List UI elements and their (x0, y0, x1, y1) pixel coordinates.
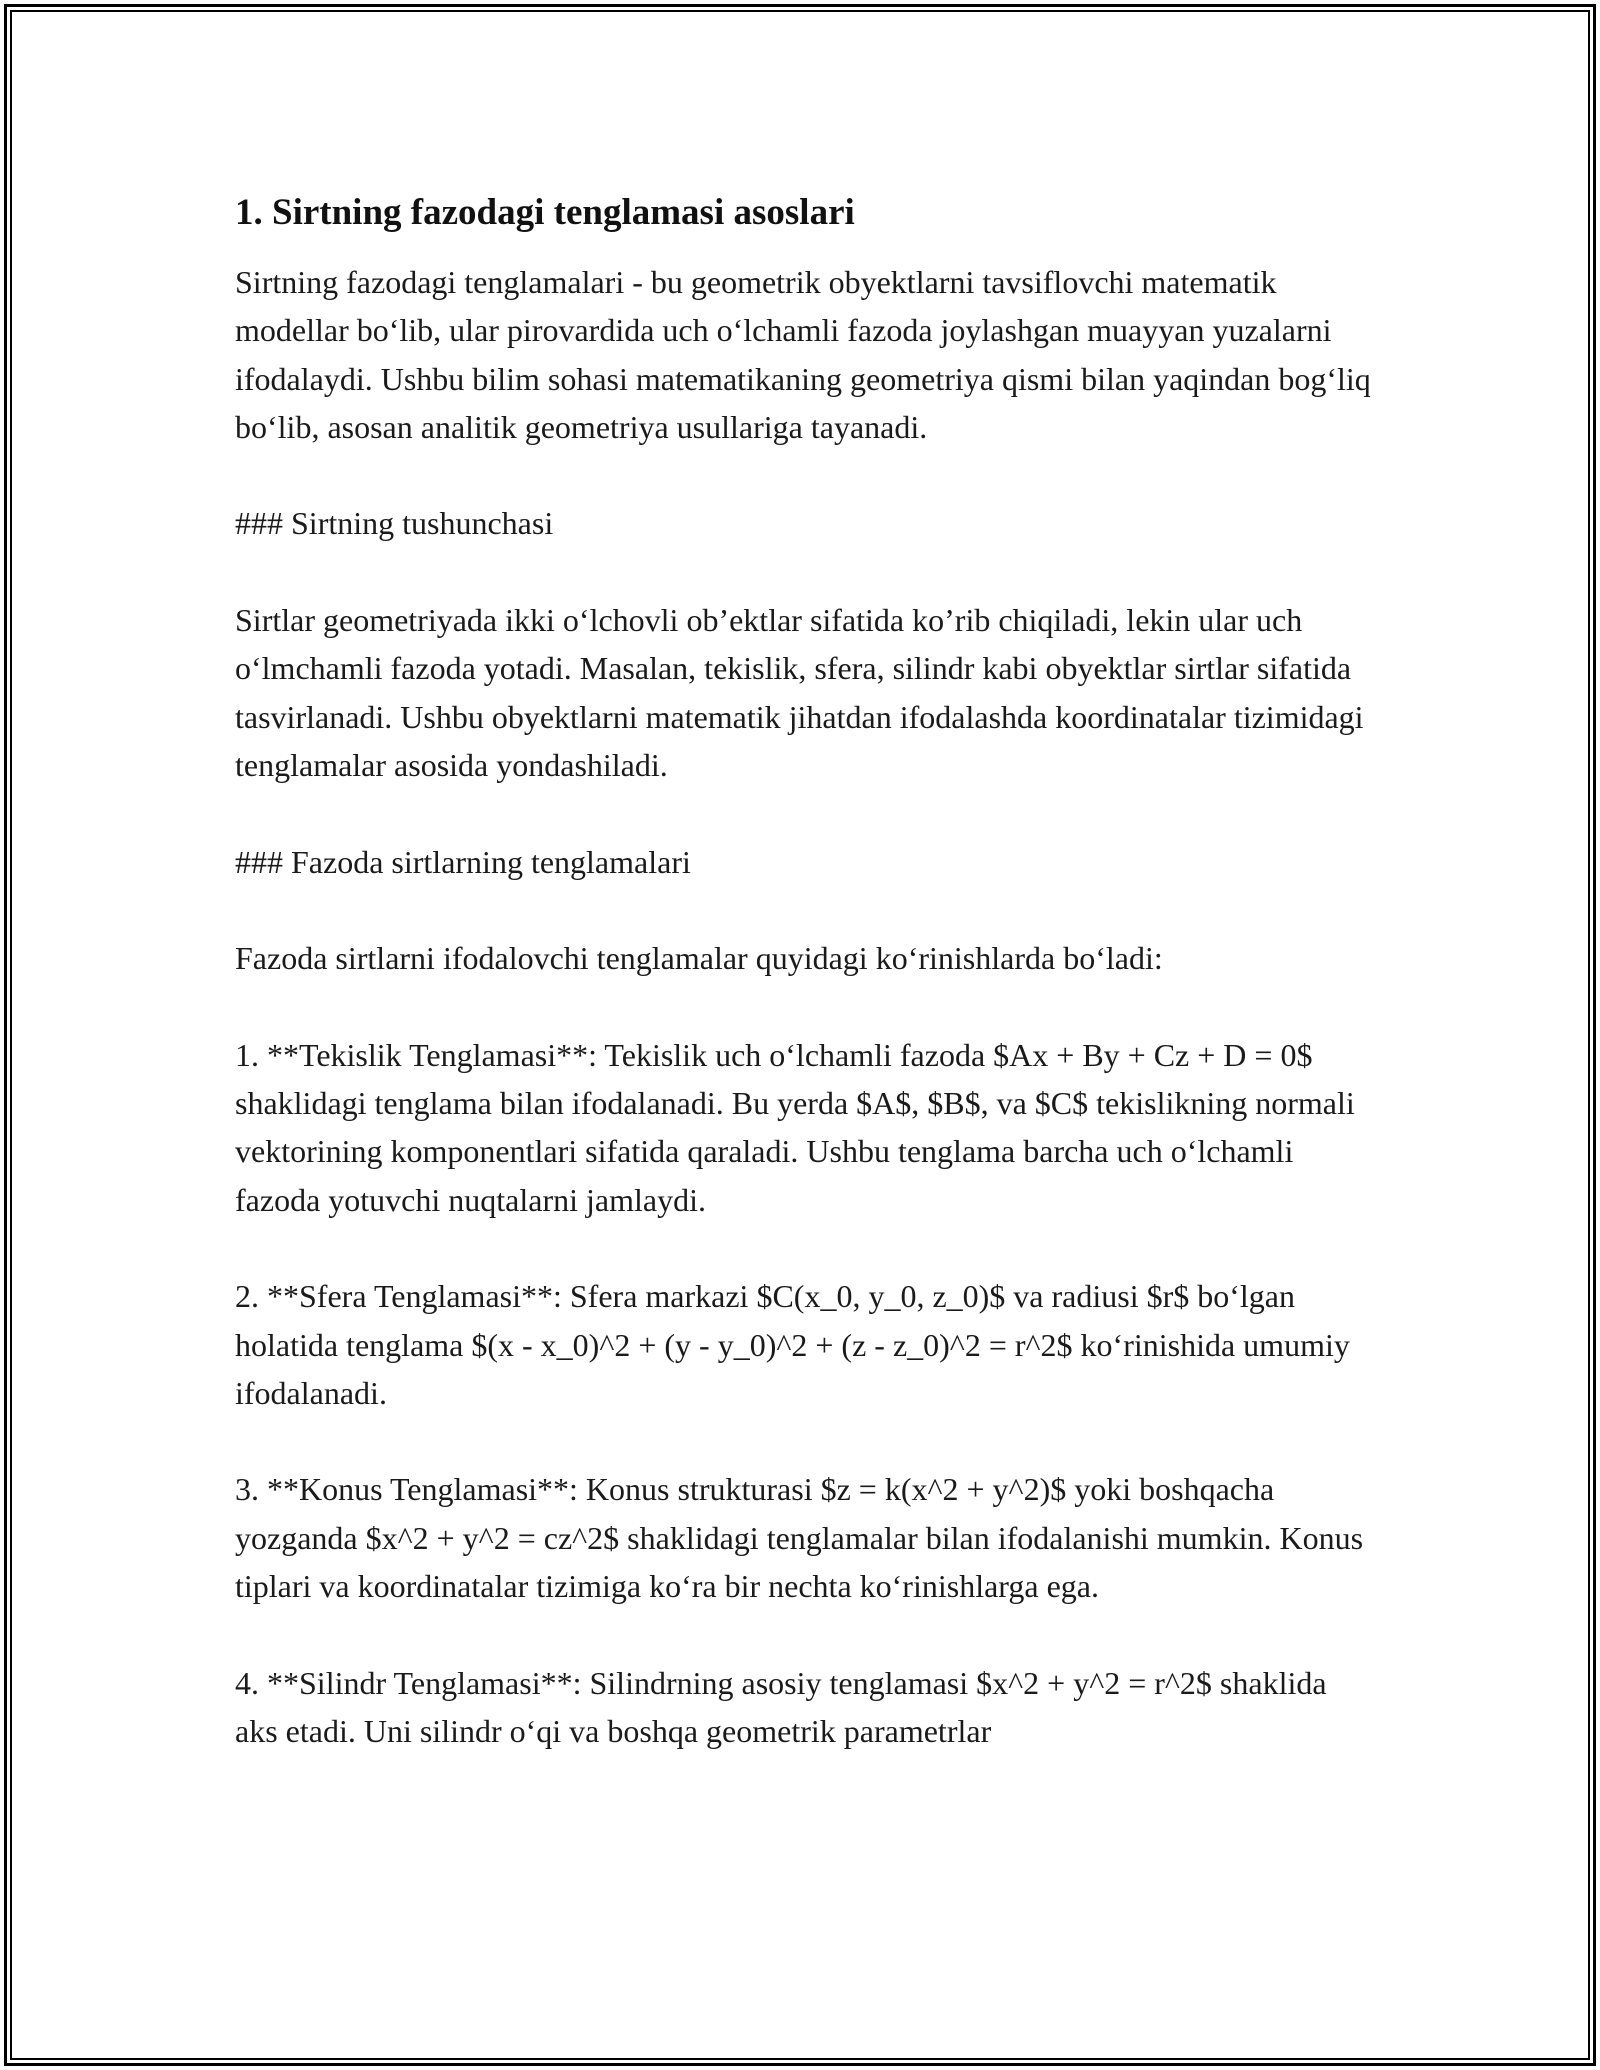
intro-paragraph: Sirtning fazodagi tenglamalari - bu geometrik obyektlarni tavsiflovchi matematik modellar bo‘lib, ular pirovardida uch o‘lchamli fazoda joylashgan muayyan yuzalarni ifodalaydi. Ushbu bilim sohasi matematikaning geometriya qismi bilan yaqindan bog‘liq bo‘lib, asosan analitik geometriya usullariga tayanadi. (235, 264, 1371, 445)
list-item-sphere: 2. **Sfera Tenglamasi**: Sfera markazi $C(x_0, y_0, z_0)$ va radiusi $r$ bo‘lgan holatida tenglama $(x - x_0)^2 + (y - y_0)^2 + (z - z_0)^2 = r^2$ ko‘rinishida umumiy ifodalanadi. (235, 1278, 1350, 1411)
subheading-equations: ### Fazoda sirtlarning tenglamalari (235, 843, 691, 880)
document-body (235, 188, 1375, 1755)
list-item-cone: 3. **Konus Tenglamasi**: Konus strukturasi $z = k(x^2 + y^2)$ yoki boshqacha yozganda $x^2 + y^2 = cz^2$ shaklidagi tenglamalar bilan ifodalanishi mumkin. Konus tiplari va koordinatalar tizimiga ko‘ra bir nechta ko‘rinishlarga ega. (235, 1471, 1364, 1605)
subheading-concept: ### Sirtning tushunchasi (235, 505, 554, 542)
concept-paragraph: Sirtlar geometriyada ikki o‘lchovli ob’ektlar sifatida ko’rib chiqiladi, lekin ular uch o‘lmchamli fazoda yotadi. Masalan, tekislik, sfera, silindr kabi obyektlar sirtlar sifatida tasvirlanadi. Ushbu obyektlarni matematik jihatdan ifodalashda koordinatalar tizimidagi tenglamalar asosida yondashiladi. (235, 602, 1364, 783)
equations-intro-paragraph: Fazoda sirtlarni ifodalovchi tenglamalar quyidagi ko‘rinishlarda bo‘ladi: (235, 940, 1163, 977)
list-item-cylinder: 4. **Silindr Tenglamasi**: Silindrning asosiy tenglamasi $x^2 + y^2 = r^2$ shaklida aks etadi. Uni silindr o‘qi va boshqa geometrik parametrlar (235, 1664, 1327, 1749)
section-heading: 1. Sirtning fazodagi tenglamasi asoslari (235, 192, 855, 233)
list-item-plane: 1. **Tekislik Tenglamasi**: Tekislik uch o‘lchamli fazoda $Ax + By + Cz + D = 0$ shaklidagi tenglama bilan ifodalanadi. Bu yerda $A$, $B$, va $C$ tekislikning normali vektorining komponentlari sifatida qaraladi. Ushbu tenglama barcha uch o‘lchamli fazoda yotuvchi nuqtalarni jamlaydi. (235, 1036, 1355, 1218)
